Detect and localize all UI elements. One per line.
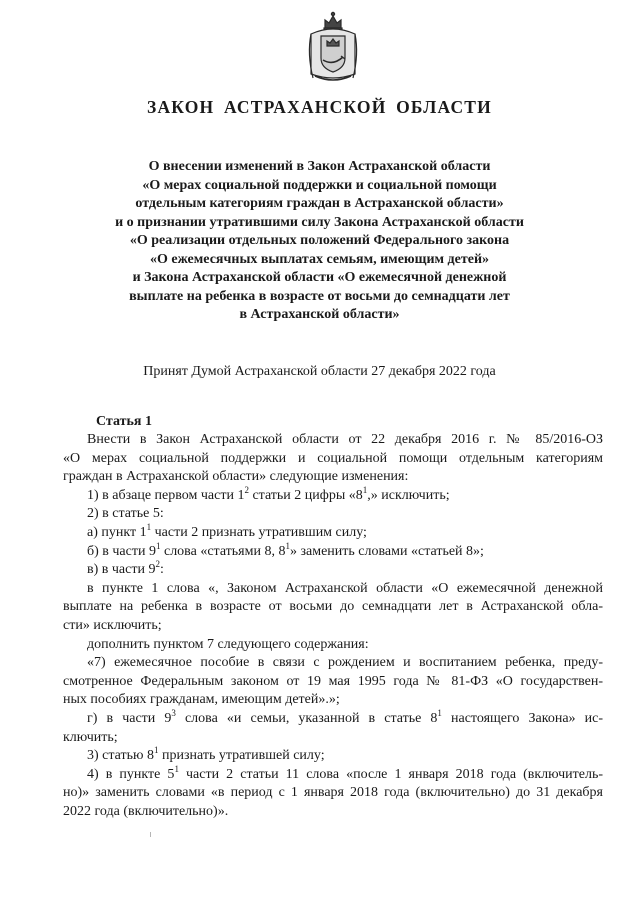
text-run: » заменить словами «статьей 8»; (289, 543, 484, 559)
text-run: в) в части 9 (87, 562, 156, 578)
superscript: 1 (174, 763, 179, 774)
subject-line: «О реализации отдельных положений Федерального закона (129, 233, 510, 248)
list-item (63, 484, 603, 506)
subject-line: «О ежемесячных выплатах семьям, имеющим детей» (149, 251, 490, 267)
text-run: части 2 признать утратившим силу; (151, 524, 367, 540)
list-item (63, 747, 603, 766)
superscript: 1 (437, 707, 442, 718)
text-run: слова «и семьи, указанной в статье 8 (175, 710, 438, 726)
list-item (63, 540, 603, 562)
adoption-note: Принят Думой Астраханской области 27 декабря 2022 года (143, 364, 496, 379)
paragraph-line: 2022 года (включительно)». (63, 803, 229, 819)
text-run: слова «статьями 8, 8 (160, 543, 286, 559)
subject-line: и Закона Астраханской области «О ежемесячной денежной (132, 270, 507, 285)
law-subject (0, 158, 639, 325)
list-item (63, 763, 603, 785)
paragraph-line: ных пособиях гражданам, имеющим детей».»; (63, 692, 340, 708)
text-run: части 2 статьи 11 слова «после 1 января 2018 года (включитель- (178, 766, 603, 782)
scan-artifact (150, 832, 151, 837)
superscript: 1 (146, 521, 152, 532)
subject-line: «О мерах социальной поддержки и социальной помощи (142, 177, 497, 193)
text-run: г) в части 9 (87, 710, 172, 726)
text-run: ,» исключить; (367, 487, 450, 503)
list-item (63, 521, 603, 543)
text-run: 1) в абзаце первом части 1 (87, 487, 245, 503)
text-run: : (159, 562, 164, 578)
article-body (63, 431, 603, 821)
subject-line: О внесении изменений в Закон Астраханской области (148, 159, 491, 174)
subject-line: и о признании утратившими силу Закона Астраханской области (115, 214, 524, 230)
subject-line: в Астраханской области» (239, 307, 400, 322)
paragraph-line: но)» заменить словами «в период с 1 января 2018 года (включительно) до 31 декабря (63, 785, 603, 801)
article-heading: Статья 1 (96, 414, 152, 429)
superscript: 2 (155, 559, 160, 570)
subject-line: отдельным категориям граждан в Астраханской области» (135, 196, 504, 211)
paragraph-line: ключить; (63, 729, 118, 745)
text-run: а) пункт 1 (87, 524, 147, 540)
text-run: настоящего Закона» ис- (441, 710, 603, 726)
paragraph-line: граждан в Астраханской области» следующие изменения: (63, 469, 409, 485)
paragraph-line: сти» исключить; (63, 617, 162, 633)
list-item: 2) в статье 5: (87, 506, 164, 522)
paragraph-line: «7) ежемесячное пособие в связи с рождением и воспитанием ребенка, преду- (87, 655, 603, 671)
superscript: 1 (153, 745, 159, 756)
list-item (63, 561, 603, 580)
paragraph-line: Внести в Закон Астраханской области от 22 декабря 2016 г. № 85/2016-ОЗ (87, 432, 603, 447)
text-run: статьи 2 цифры «8 (248, 487, 363, 503)
paragraph-line: выплате на ребенка в возрасте от восьми до семнадцати лет в Астраханской обла- (63, 599, 603, 615)
list-item (63, 707, 603, 729)
superscript: 1 (285, 540, 290, 551)
text-run: 3) статью 8 (87, 748, 154, 764)
paragraph-line: в пункте 1 слова «, Законом Астраханской области «О ежемесячной денежной (87, 580, 603, 596)
superscript: 1 (362, 484, 368, 495)
superscript: 1 (155, 540, 161, 551)
paragraph-line: «О мерах социальной поддержки и социальной помощи отдельным категориям (63, 450, 603, 466)
text-run: 4) в пункте 5 (87, 766, 175, 782)
subject-line: выплате на ребенка в возрасте от восьми до семнадцати лет (129, 288, 510, 304)
law-title: ЗАКОН АСТРАХАНСКОЙ ОБЛАСТИ (147, 97, 492, 117)
text-run: признать утратившей силу; (158, 748, 325, 764)
paragraph-line: смотренное Федеральным законом от 19 мая 1995 года № 81-ФЗ «О государствен- (63, 673, 603, 689)
superscript: 2 (244, 484, 249, 495)
text-run: б) в части 9 (87, 543, 156, 559)
superscript: 3 (171, 707, 176, 718)
coat-of-arms-emblem (303, 8, 363, 88)
paragraph-line: дополнить пунктом 7 следующего содержания: (87, 636, 369, 652)
